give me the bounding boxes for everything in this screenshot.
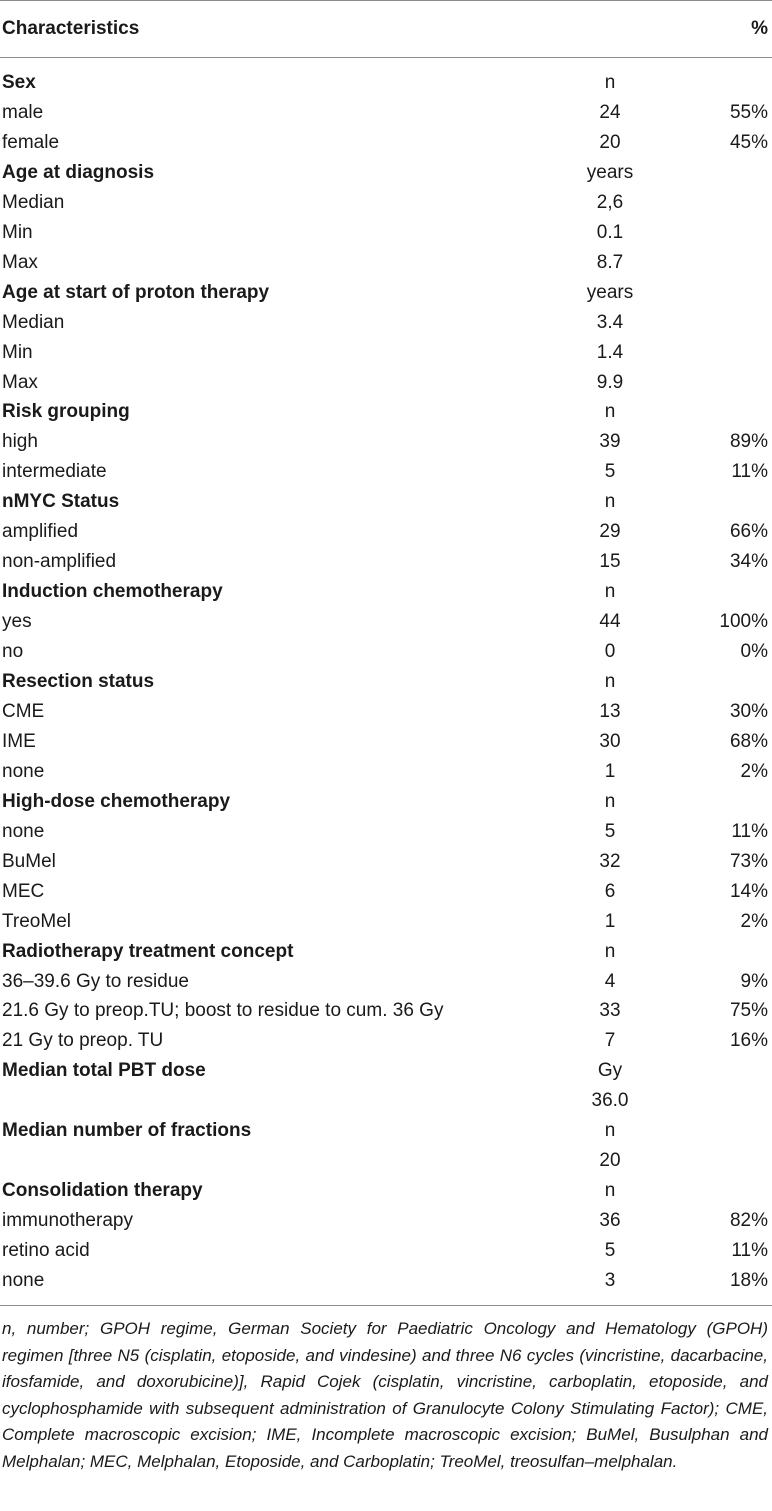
row-label: Median bbox=[2, 191, 65, 213]
table-section-row bbox=[0, 667, 772, 697]
row-percent: 75% bbox=[729, 1000, 768, 1022]
row-label: 36–39.6 Gy to residue bbox=[2, 970, 189, 992]
table-row bbox=[0, 457, 772, 487]
row-label: TreoMel bbox=[2, 910, 71, 932]
table-section-row bbox=[0, 1176, 772, 1206]
table-row bbox=[0, 1236, 772, 1266]
row-label: none bbox=[2, 1270, 45, 1291]
table-row bbox=[0, 967, 772, 997]
table-row bbox=[0, 757, 772, 787]
row-label: Resection status bbox=[2, 671, 155, 692]
row-percent: 82% bbox=[729, 1210, 768, 1232]
row-count: 33 bbox=[599, 1000, 621, 1022]
row-label: Median total PBT dose bbox=[2, 1060, 206, 1082]
row-label: none bbox=[2, 760, 45, 782]
table-row bbox=[0, 1026, 772, 1056]
row-percent: 34% bbox=[729, 551, 768, 573]
row-percent: 9% bbox=[740, 970, 768, 992]
row-count: 4 bbox=[604, 970, 616, 992]
row-label: 21.6 Gy to preop.TU; boost to residue to cum. 36 Gy bbox=[2, 1000, 444, 1022]
row-label: Min bbox=[2, 341, 33, 363]
row-count: 1.4 bbox=[596, 341, 624, 363]
row-percent: 30% bbox=[729, 700, 768, 722]
row-label: IME bbox=[2, 730, 36, 752]
table-section-row bbox=[0, 68, 772, 98]
table-row bbox=[0, 517, 772, 547]
row-label: Consolidation therapy bbox=[2, 1180, 203, 1202]
row-label: Radiotherapy treatment concept bbox=[2, 940, 294, 962]
row-label: Median bbox=[2, 311, 65, 333]
table-section-row bbox=[0, 397, 772, 427]
row-label: Risk grouping bbox=[2, 401, 130, 423]
table-section-row bbox=[0, 278, 772, 308]
row-count: 20 bbox=[599, 1150, 621, 1172]
row-label: Median number of fractions bbox=[2, 1120, 252, 1142]
table-row bbox=[0, 547, 772, 577]
row-count: Gy bbox=[597, 1060, 623, 1082]
table-section-row bbox=[0, 158, 772, 188]
row-count: years bbox=[586, 281, 634, 303]
table-section-row bbox=[0, 787, 772, 817]
row-percent: 100% bbox=[719, 611, 768, 633]
table-row bbox=[0, 218, 772, 248]
row-label: no bbox=[2, 641, 24, 663]
row-percent: 89% bbox=[729, 431, 768, 453]
row-label: retino acid bbox=[2, 1240, 90, 1262]
header-characteristics: Characteristics bbox=[2, 18, 140, 39]
row-percent: 68% bbox=[729, 730, 768, 752]
row-label: immunotherapy bbox=[2, 1210, 133, 1232]
table-row bbox=[0, 847, 772, 877]
row-percent: 14% bbox=[729, 880, 768, 902]
row-count: 39 bbox=[599, 431, 621, 453]
row-percent: 11% bbox=[731, 820, 768, 842]
header-rule bbox=[0, 57, 772, 58]
row-count: 13 bbox=[599, 700, 621, 722]
row-label: Induction chemotherapy bbox=[2, 581, 223, 603]
row-count: 20 bbox=[599, 131, 621, 153]
row-count: 29 bbox=[599, 521, 621, 543]
row-percent: 45% bbox=[729, 131, 768, 153]
row-percent: 16% bbox=[729, 1030, 768, 1052]
row-label: male bbox=[2, 101, 44, 123]
row-count: 5 bbox=[604, 1240, 616, 1262]
row-label: Min bbox=[2, 221, 33, 243]
row-count: 5 bbox=[604, 461, 616, 483]
row-count: 32 bbox=[599, 850, 621, 872]
row-label: BuMel bbox=[2, 850, 56, 872]
row-count: n bbox=[604, 671, 616, 692]
row-percent: 55% bbox=[729, 101, 768, 123]
row-percent: 66% bbox=[729, 521, 768, 543]
row-label: none bbox=[2, 820, 45, 842]
row-label: 21 Gy to preop. TU bbox=[2, 1030, 164, 1052]
table-row bbox=[0, 1206, 772, 1236]
row-percent: 18% bbox=[729, 1270, 768, 1291]
table-row bbox=[0, 1266, 772, 1296]
row-count: 1 bbox=[604, 910, 616, 932]
row-percent: 0% bbox=[740, 641, 768, 663]
table-row bbox=[0, 128, 772, 158]
top-rule bbox=[0, 0, 772, 1]
row-count: 1 bbox=[604, 760, 616, 782]
row-label: high bbox=[2, 431, 38, 453]
row-count: n bbox=[604, 581, 616, 603]
row-count: 0 bbox=[604, 641, 616, 663]
row-count: 30 bbox=[599, 730, 621, 752]
row-percent: 11% bbox=[731, 1240, 768, 1262]
row-count: n bbox=[604, 491, 616, 513]
table-row bbox=[0, 996, 772, 1026]
row-label: CME bbox=[2, 700, 45, 722]
table-row bbox=[0, 877, 772, 907]
row-count: n bbox=[604, 401, 616, 423]
table-row bbox=[0, 817, 772, 847]
row-count: 24 bbox=[599, 101, 621, 123]
row-label: Age at diagnosis bbox=[2, 161, 155, 183]
row-percent: 11% bbox=[731, 461, 768, 483]
row-label: amplified bbox=[2, 521, 79, 543]
bottom-rule bbox=[0, 1305, 772, 1306]
table-footnote: n, number; GPOH regime, German Society for Paediatric Oncology and Hematology (GPOH) regimen [three N5 (cisplatin, etoposide, and vindesine) and three N6 cycles (vincristine, dacarbacine, ifosfamide, and doxorubicine)], Rapid Cojek (cisplatin, vincristine, carboplatin, etoposide, and cyclophosphamide with subsequent administration of Granulocyte Colony Stimulating Factor); CME, Complete macroscopic excision; IME, Incomplete macroscopic excision; BuMel, Busulphan and Melphalan; MEC, Melphalan, Etoposide, and Carboplatin; TreoMel, treosulfan–melphalan. bbox=[2, 1319, 768, 1471]
row-label: MEC bbox=[2, 880, 45, 902]
row-count: n bbox=[604, 72, 616, 93]
table-section-row bbox=[0, 937, 772, 967]
table-row bbox=[0, 637, 772, 667]
table-row bbox=[0, 368, 772, 398]
table-row bbox=[0, 607, 772, 637]
row-percent: 73% bbox=[729, 850, 768, 872]
table-row bbox=[0, 1146, 772, 1176]
row-count: 2,6 bbox=[596, 191, 624, 213]
row-label: High-dose chemotherapy bbox=[2, 790, 231, 812]
table-section-row bbox=[0, 1116, 772, 1146]
table-row bbox=[0, 1086, 772, 1116]
row-count: 44 bbox=[599, 611, 621, 633]
table-row bbox=[0, 248, 772, 278]
table-row bbox=[0, 98, 772, 128]
row-count: 7 bbox=[604, 1030, 616, 1052]
row-label: nMYC Status bbox=[2, 491, 120, 513]
row-count: n bbox=[604, 1180, 616, 1202]
header-percent: % bbox=[751, 18, 768, 39]
table-section-row bbox=[0, 487, 772, 517]
table-row bbox=[0, 338, 772, 368]
row-count: n bbox=[604, 790, 616, 812]
row-label: Max bbox=[2, 371, 38, 393]
row-count: 3 bbox=[604, 1270, 616, 1291]
row-count: 9.9 bbox=[596, 371, 624, 393]
row-count: 3.4 bbox=[596, 311, 624, 333]
row-count: 5 bbox=[604, 820, 616, 842]
row-percent: 2% bbox=[740, 910, 768, 932]
row-count: 0.1 bbox=[596, 221, 624, 243]
row-label: intermediate bbox=[2, 461, 107, 483]
table-row bbox=[0, 907, 772, 937]
row-label: Sex bbox=[2, 72, 36, 93]
row-count: 6 bbox=[604, 880, 616, 902]
row-label: Max bbox=[2, 251, 38, 273]
table-section-row bbox=[0, 1056, 772, 1086]
table-row bbox=[0, 697, 772, 727]
table-row bbox=[0, 188, 772, 218]
table-section-row bbox=[0, 577, 772, 607]
row-count: n bbox=[604, 940, 616, 962]
row-count: n bbox=[604, 1120, 616, 1142]
row-label: yes bbox=[2, 611, 32, 633]
row-count: years bbox=[586, 161, 634, 183]
row-count: 36 bbox=[599, 1210, 621, 1232]
row-percent: 2% bbox=[740, 760, 768, 782]
table-row bbox=[0, 727, 772, 757]
row-count: 8.7 bbox=[596, 251, 624, 273]
header-row bbox=[0, 14, 772, 44]
row-count: 15 bbox=[599, 551, 621, 573]
row-label: non-amplified bbox=[2, 551, 117, 573]
table-row bbox=[0, 308, 772, 338]
row-count: 36.0 bbox=[591, 1090, 629, 1112]
row-label: female bbox=[2, 131, 60, 153]
table-row bbox=[0, 427, 772, 457]
row-label: Age at start of proton therapy bbox=[2, 281, 270, 303]
